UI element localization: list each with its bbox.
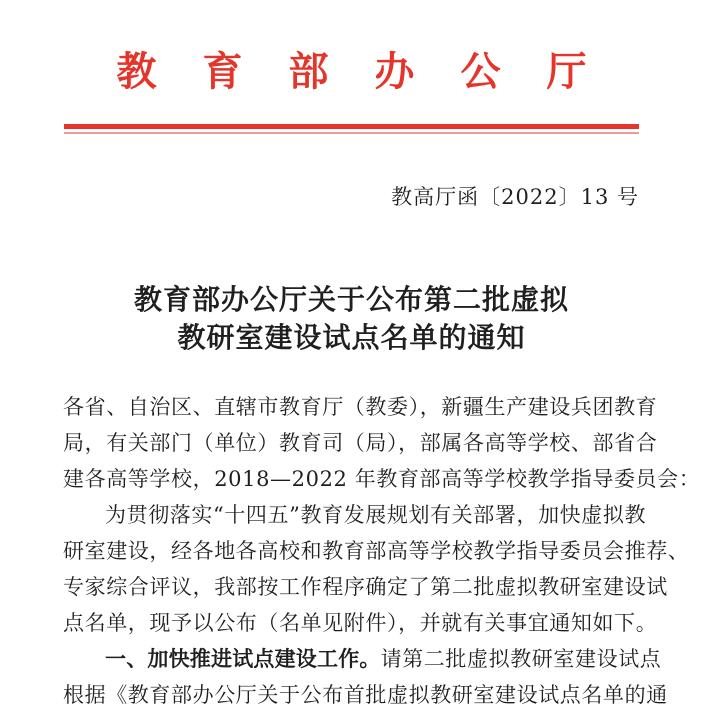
section-1-text: 请第二批虚拟教研室建设试点 — [380, 647, 662, 672]
separator-thick-rule — [64, 124, 639, 129]
notice-title-line-2: 教研室建设试点名单的通知 — [177, 321, 526, 355]
section-1-heading: 一、加快推进试点建设工作。 — [105, 647, 381, 672]
text-line: 专家综合评议，我部按工作程序确定了第二批虚拟教研室建设试 — [63, 575, 668, 600]
text-line: 各省、自治区、直辖市教育厅（教委），新疆生产建设兵团教育 — [63, 395, 658, 420]
notice-title — [0, 281, 703, 357]
text-line: 为贯彻落实“十四五”教育发展规划有关部署，加快虚拟教 — [105, 503, 647, 528]
doc-number: 教高厅函〔2022〕13 号 — [391, 185, 639, 209]
notice-body — [0, 389, 703, 713]
letterhead-separator — [64, 124, 639, 134]
section-1-paragraph — [63, 641, 668, 713]
letterhead-org-name: 教育部办公厅 — [116, 48, 633, 95]
notice-title-line-1: 教育部办公厅关于公布第二批虚拟 — [133, 283, 569, 317]
text-line: 根据《教育部办公厅关于公布首批虚拟教研室建设试点名单的通 — [63, 683, 668, 708]
separator-thin-rule — [64, 132, 639, 134]
text-line: 建各高等学校，2018—2022 年教育部高等学校教学指导委员会： — [63, 467, 701, 492]
text-line: 点名单，现予以公布（名单见附件），并就有关事宜通知如下。 — [63, 611, 658, 636]
intro-paragraph — [63, 497, 690, 641]
text-line: 局，有关部门（单位）教育司（局），部属各高等学校、部省合 — [63, 431, 658, 456]
addressee-paragraph — [63, 389, 701, 497]
text-line: 研室建设，经各地各高校和教育部高等学校教学指导委员会推荐、 — [63, 539, 690, 564]
text-line — [63, 641, 662, 677]
